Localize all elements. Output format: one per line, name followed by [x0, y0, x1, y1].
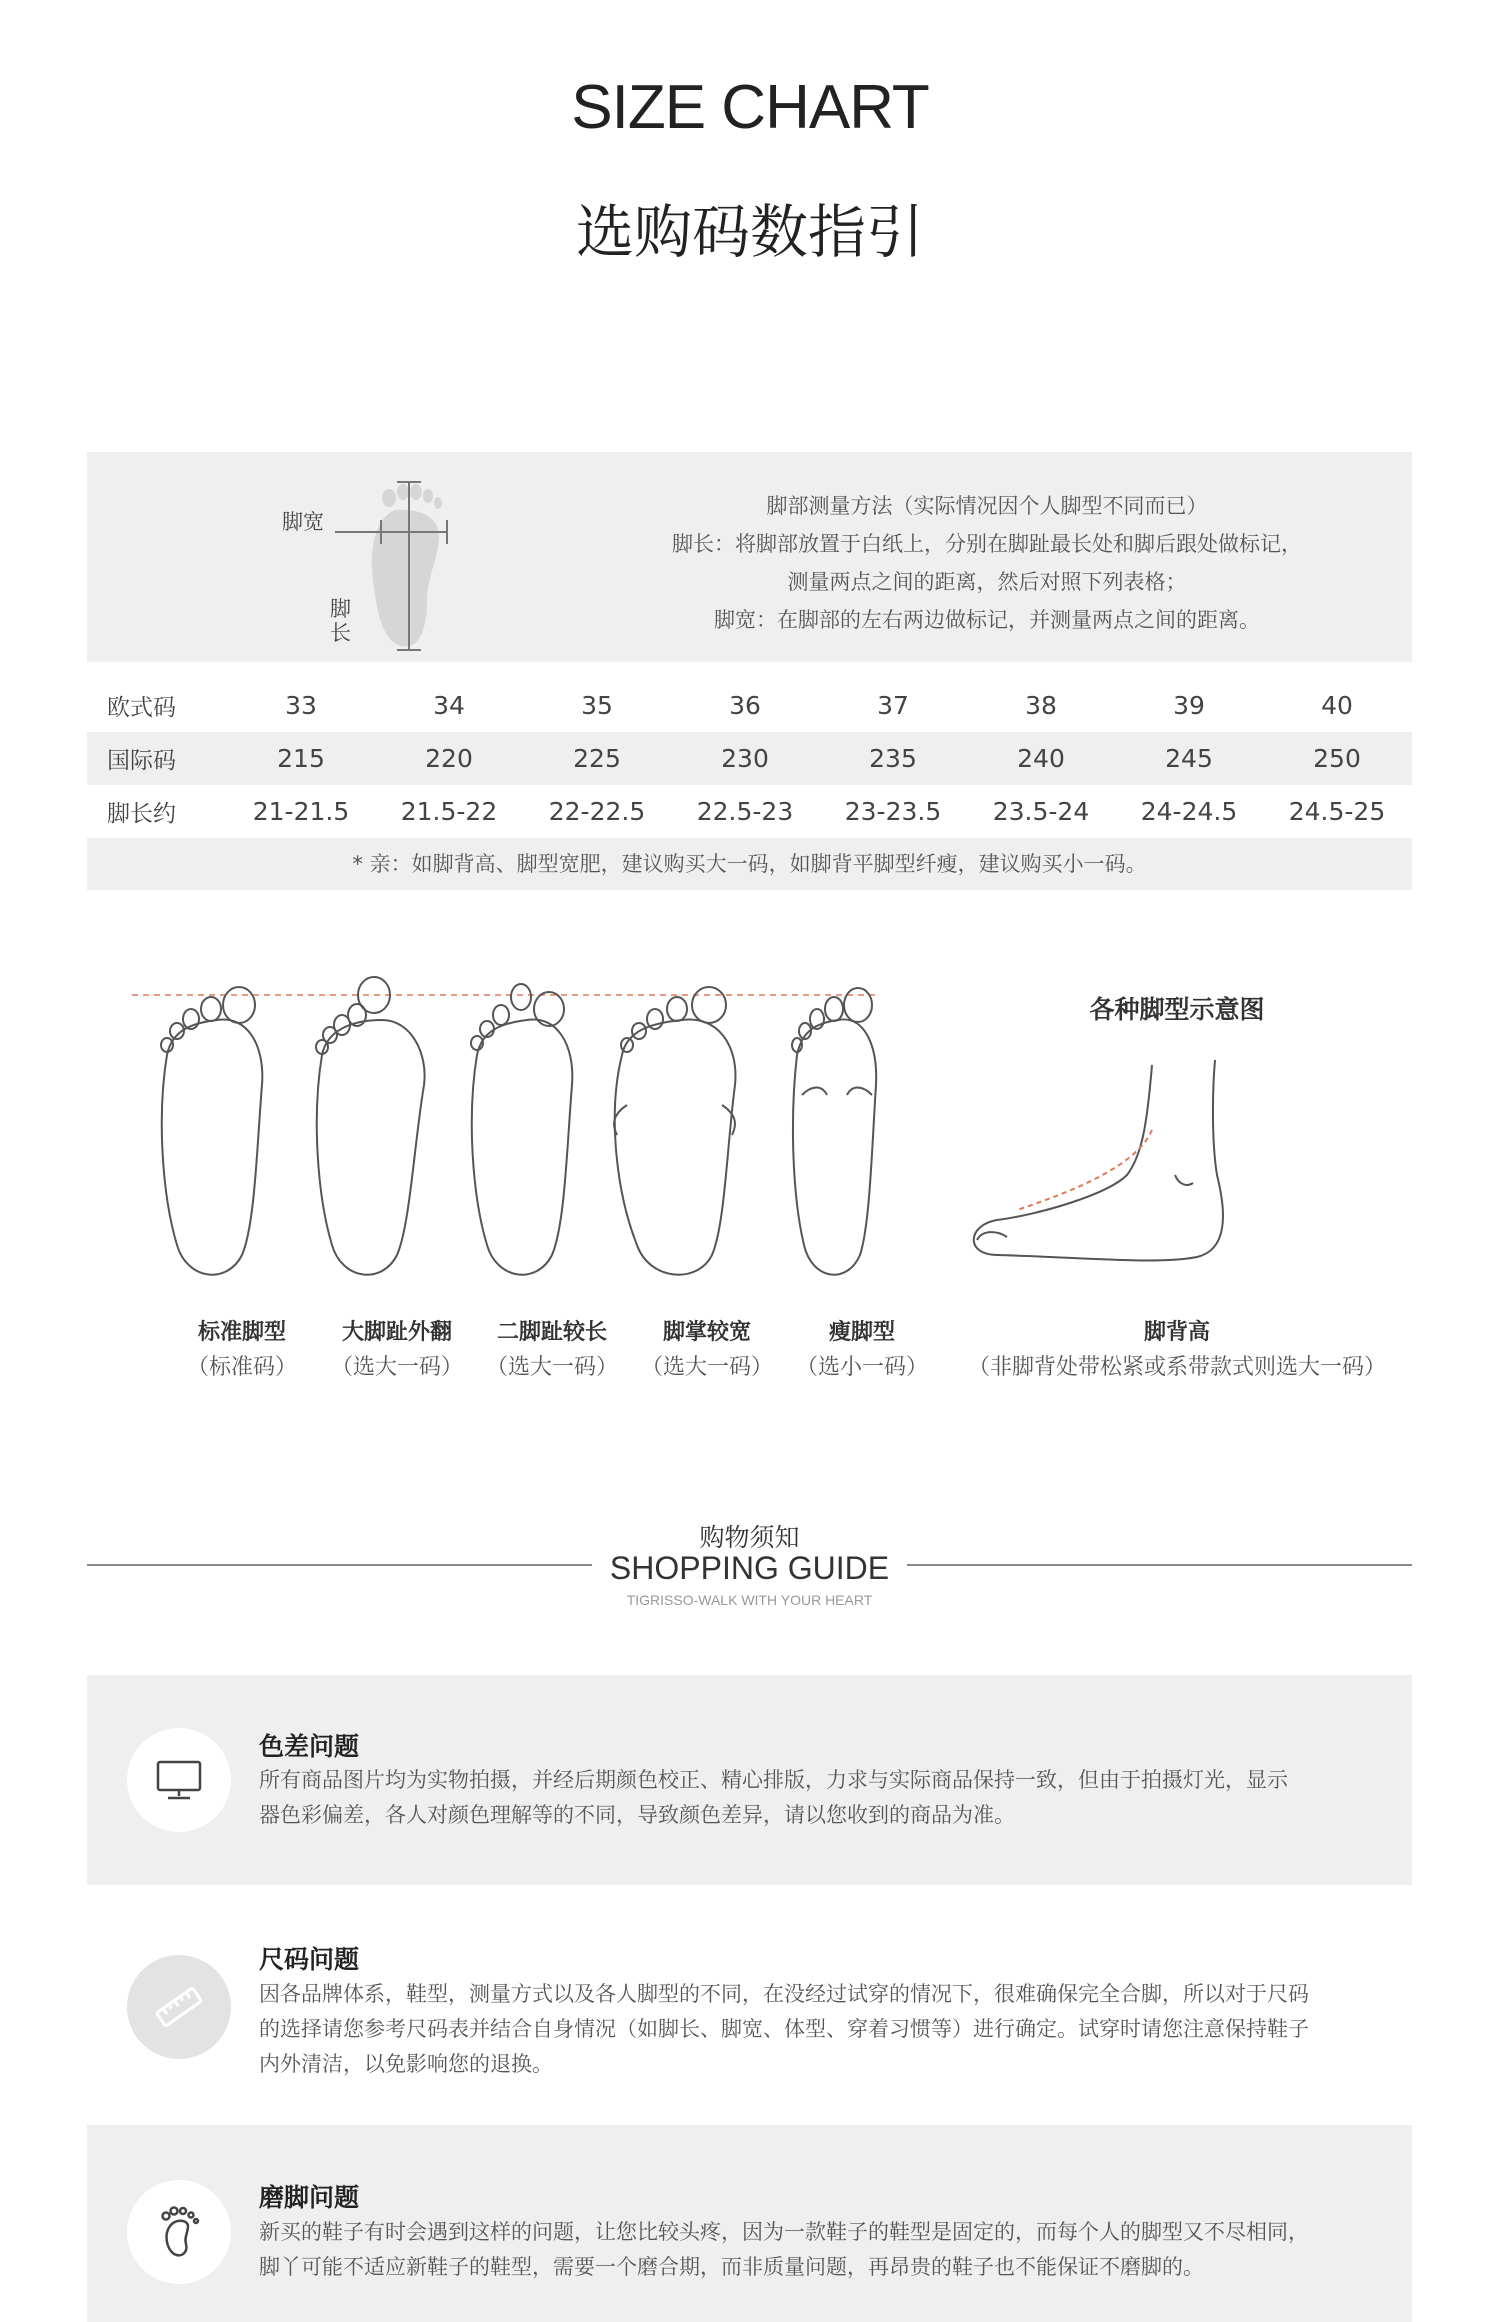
table-cell: 23-23.5 — [844, 797, 942, 826]
foot-slim-icon — [792, 988, 876, 1275]
instruction-line: 脚部测量方法（实际情况因个人脚型不同而已） — [766, 494, 1208, 518]
instruction-line: 脚长：将脚部放置于白纸上，分别在脚趾最长处和脚后跟处做标记， — [672, 532, 1302, 556]
table-cell: 235 — [869, 744, 917, 773]
row-header: 脚长约 — [107, 801, 176, 827]
table-row-eu — [87, 679, 1412, 732]
table-cell: 240 — [1017, 744, 1065, 773]
table-cell: 215 — [277, 744, 325, 773]
row-header: 国际码 — [107, 748, 176, 774]
table-cell: 22.5-23 — [696, 797, 794, 826]
foot-types-diagram-title: 各种脚型示意图 — [1089, 995, 1265, 1024]
card-text-line: 所有商品图片均为实物拍摄，并经后期颜色校正、精心排版，力求与实际商品保持一致，但由于拍摄灯光，显示 — [259, 1768, 1288, 1792]
card-text — [259, 1977, 1389, 2082]
table-cell: 23.5-24 — [992, 797, 1090, 826]
size-advice-note: * 亲：如脚背高、脚型宽肥，建议购买大一码，如脚背平脚型纤瘦，建议购买小一码。 — [87, 838, 1412, 890]
card-text — [259, 2215, 1389, 2285]
foot-shapes-section — [87, 975, 1412, 1395]
instruction-line: 脚宽：在脚部的左右两边做标记，并测量两点之间的距离。 — [714, 608, 1260, 632]
title-english: SIZE CHART — [571, 73, 929, 142]
foot-shape-advice: （选大一码） — [640, 1355, 773, 1380]
table-cell: 40 — [1321, 691, 1353, 720]
instruction-line: 测量两点之间的距离，然后对照下列表格； — [787, 570, 1187, 594]
page-header — [0, 0, 1500, 300]
card-text-line: 新买的鞋子有时会遇到这样的问题，让您比较头疼，因为一款鞋子的鞋型是固定的，而每个人的脚型又不尽相同， — [259, 2220, 1309, 2244]
foot-high-instep-icon — [974, 1060, 1223, 1260]
foot-wide-icon — [614, 987, 735, 1275]
table-cell: 220 — [425, 744, 473, 773]
table-cell: 225 — [573, 744, 621, 773]
foot-shape-name: 大脚趾外翻 — [341, 1320, 452, 1345]
foot-length-label: 脚长 — [330, 597, 351, 645]
table-cell: 34 — [433, 691, 465, 720]
foot-shape-advice: （选大一码） — [485, 1355, 618, 1380]
foot-shape-name: 标准脚型 — [197, 1320, 286, 1345]
foot-width-label: 脚宽 — [282, 510, 324, 534]
measure-instructions-text — [487, 487, 1487, 639]
table-cell: 38 — [1025, 691, 1057, 720]
card-title: 色差问题 — [259, 1732, 360, 1761]
card-text-line: 内外清洁，以免影响您的退换。 — [259, 2052, 553, 2076]
table-cell: 245 — [1165, 744, 1213, 773]
table-row-length — [87, 785, 1412, 838]
guide-title-chinese: 购物须知 — [699, 1523, 800, 1552]
shoe-rubbing-card — [87, 2125, 1412, 2322]
size-issue-card — [87, 1885, 1412, 2125]
color-difference-card — [87, 1675, 1412, 1885]
table-cell: 24-24.5 — [1140, 797, 1238, 826]
card-text-line: 脚丫可能不适应新鞋子的鞋型，需要一个磨合期，而非质量问题，再昂贵的鞋子也不能保证不磨脚的。 — [259, 2255, 1204, 2279]
title-chinese: 选购码数指引 — [575, 198, 924, 266]
card-title: 尺码问题 — [259, 1945, 360, 1974]
guide-subtitle: TIGRISSO-WALK WITH YOUR HEART — [626, 1592, 873, 1608]
table-row-intl — [87, 732, 1412, 785]
card-text-line: 的选择请您参考尺码表并结合自身情况（如脚长、脚宽、体型、穿着习惯等）进行确定。试穿时请您注意保持鞋子 — [259, 2017, 1309, 2041]
guide-title-english: SHOPPING GUIDE — [609, 1550, 890, 1586]
table-cell: 36 — [729, 691, 761, 720]
table-cell: 22-22.5 — [548, 797, 646, 826]
table-cell: 21-21.5 — [252, 797, 350, 826]
instep-name: 脚背高 — [1143, 1320, 1210, 1345]
foot-standard-icon — [161, 987, 262, 1275]
table-cell: 230 — [721, 744, 769, 773]
foot-shape-advice: （标准码） — [186, 1355, 297, 1380]
card-title: 磨脚问题 — [259, 2183, 360, 2212]
foot-shape-name: 二脚趾较长 — [496, 1320, 607, 1345]
foot-shape-advice: （选小一码） — [795, 1355, 928, 1380]
table-cell: 37 — [877, 691, 909, 720]
ruler-icon — [127, 1955, 231, 2059]
row-header: 欧式码 — [107, 695, 176, 721]
foot-shape-advice: （选大一码） — [330, 1355, 463, 1380]
measure-instructions-panel — [87, 452, 1412, 662]
table-cell: 39 — [1173, 691, 1205, 720]
foot-long-second-toe-icon — [471, 984, 572, 1275]
footprint-icon — [127, 2180, 231, 2284]
table-cell: 35 — [581, 691, 613, 720]
instep-advice: （非脚背处带松紧或系带款式则选大一码） — [967, 1355, 1386, 1380]
table-cell: 250 — [1313, 744, 1361, 773]
table-cell: 21.5-22 — [400, 797, 498, 826]
card-text-line: 因各品牌体系，鞋型，测量方式以及各人脚型的不同，在没经过试穿的情况下，很难确保完全合脚，所以对于尺码 — [259, 1982, 1309, 2006]
card-text — [259, 1763, 1389, 1833]
foot-shape-name: 瘦脚型 — [828, 1320, 895, 1345]
foot-bunion-icon — [316, 977, 425, 1275]
size-table — [87, 679, 1412, 890]
table-cell: 24.5-25 — [1288, 797, 1386, 826]
table-cell: 33 — [285, 691, 317, 720]
shopping-guide-heading — [87, 1510, 1412, 1620]
card-text-line: 器色彩偏差，各人对颜色理解等的不同，导致颜色差异，请以您收到的商品为准。 — [259, 1803, 1015, 1827]
monitor-icon — [127, 1728, 231, 1832]
foot-shape-name: 脚掌较宽 — [662, 1320, 751, 1345]
